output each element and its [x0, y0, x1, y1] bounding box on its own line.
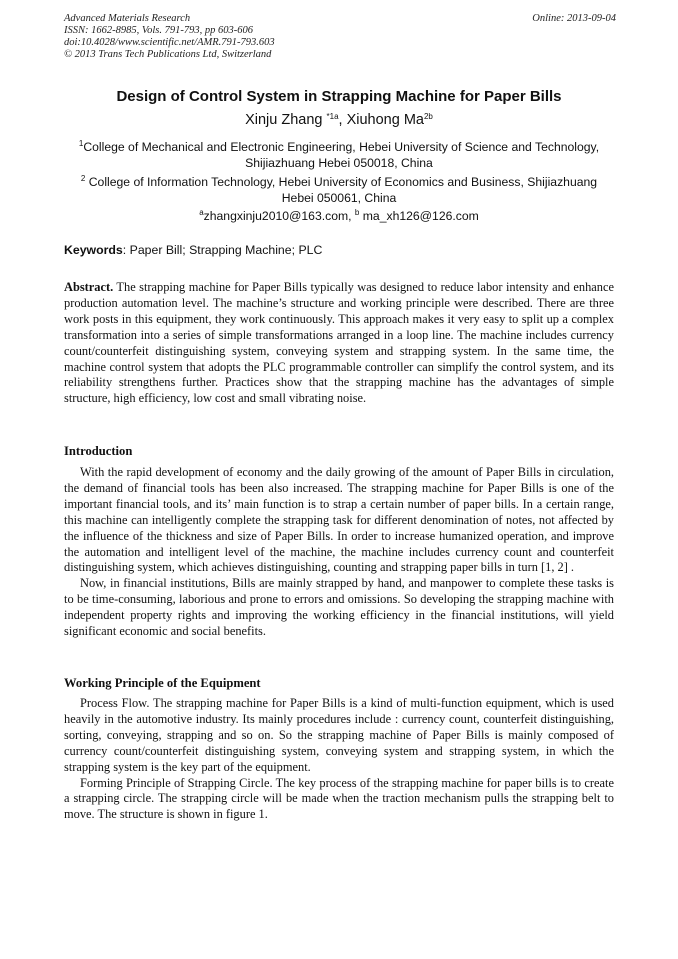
working-principle-body — [64, 696, 614, 823]
author-name: Xiuhong Ma — [346, 112, 424, 128]
section-heading-working-principle: Working Principle of the Equipment — [64, 676, 261, 690]
paragraph: Now, in financial institutions, Bills are mainly strapped by hand, and manpower to complete these tasks is to be time-consuming, laborious and prone to errors and omissions. So developing the strapping machine with independent property rights and improving the working efficiency in the financial institutions, will yield significant economic and social benefits. — [64, 576, 614, 639]
paragraph: Process Flow. The strapping machine for Paper Bills is a kind of multi-function equipment, which is used heavily in the automotive industry. Its mainly procedures include : currency count, counterfeit distinguishing, sorting, conveying, strapping and so on. So the strapping machine of Paper Bills is mainly composed of currency count/counterfeit distinguishing system, conveying system and strapping system, in which the strapping system is the key part of the equipment. — [64, 696, 614, 774]
paragraph: With the rapid development of economy and the daily growing of the amount of Paper Bills in circulation, the demand of financial tools has been also increased. The strapping machine for Paper Bills is one of the important financial tools, and its’ main function is to strap a certain number of paper bills. In a certain range, this machine can intelligently complete the strapping task for different denomination of notes, not affected by the influence of the thickness and size of Paper Bills. In order to increase humanized operation, and improve the automation and intelligent level of the machine, the machine includes currency count and counterfeit distinguishing system, which achieves distinguishing, counting and strapping paper bills in turn [1, 2] . — [64, 465, 614, 575]
keywords — [64, 242, 614, 258]
author-list — [64, 110, 614, 130]
paper-title: Design of Control System in Strapping Machine for Paper Bills — [116, 88, 562, 105]
abstract-text: The strapping machine for Paper Bills typically was designed to reduce labor intensity and enhance production automation level. The machine’s structure and working principle were described. There are three work posts in this equipment, they work continuously. This approach makes it very easy to split up a complex transformation into a series of simple transformations arranged in a loop line. The machine includes currency count/counterfeit distinguishing system, conveying system and strapping system. In the same time, the machine control system that adopts the PLC programmable controller can simplify the control system, and its reliability strengthens further. Practices show that the strapping machine has the advantages of simple structure, high efficiency, low cost and small vibrating noise. — [64, 280, 614, 406]
author-emails — [64, 208, 614, 224]
affiliation-2 — [64, 174, 614, 206]
journal-info — [64, 13, 275, 61]
keywords-text: : Paper Bill; Strapping Machine; PLC — [122, 243, 323, 257]
author-superscript: *1a — [326, 112, 339, 121]
email-superscript: a — [199, 208, 204, 217]
affiliation-line: Shijiazhuang Hebei 050018, China — [245, 156, 433, 170]
online-date: Online: 2013-09-04 — [532, 13, 616, 24]
affiliation-1 — [64, 139, 614, 171]
journal-doi: doi:10.4028/www.scientific.net/AMR.791-793.603 — [64, 37, 275, 48]
author-superscript: 2b — [423, 112, 433, 121]
affiliation-superscript: 1 — [78, 139, 84, 148]
section-heading-introduction: Introduction — [64, 444, 133, 458]
author-name: Xinju Zhang — [245, 112, 323, 128]
journal-name: Advanced Materials Research — [64, 13, 191, 24]
affiliation-line: College of Information Technology, Hebei University of Economics and Business, Shijiazhuang — [88, 175, 598, 189]
abstract-label: Abstract. — [64, 280, 114, 294]
author-separator: , — [338, 112, 347, 128]
affiliation-superscript: 2 — [80, 174, 86, 183]
journal-issn: ISSN: 1662-8985, Vols. 791-793, pp 603-606 — [64, 25, 253, 36]
abstract — [64, 280, 614, 407]
paragraph: Forming Principle of Strapping Circle. The key process of the strapping machine for paper bills is to create a strapping circle. The strapping circle will be made when the traction mechanism pulls the strapping belt to move. The structure is shown in figure 1. — [64, 775, 614, 822]
email-superscript: b — [354, 208, 360, 217]
affiliation-line: Hebei 050061, China — [281, 191, 397, 205]
affiliation-line: College of Mechanical and Electronic Engineering, Hebei University of Science and Technology, — [83, 140, 600, 154]
keywords-label: Keywords — [64, 243, 123, 257]
email-link[interactable]: ma_xh126@126.com — [362, 209, 479, 223]
email-link[interactable]: zhangxinju2010@163.com, — [203, 209, 355, 223]
journal-copyright: © 2013 Trans Tech Publications Ltd, Switzerland — [64, 49, 272, 60]
introduction-body — [64, 465, 614, 640]
